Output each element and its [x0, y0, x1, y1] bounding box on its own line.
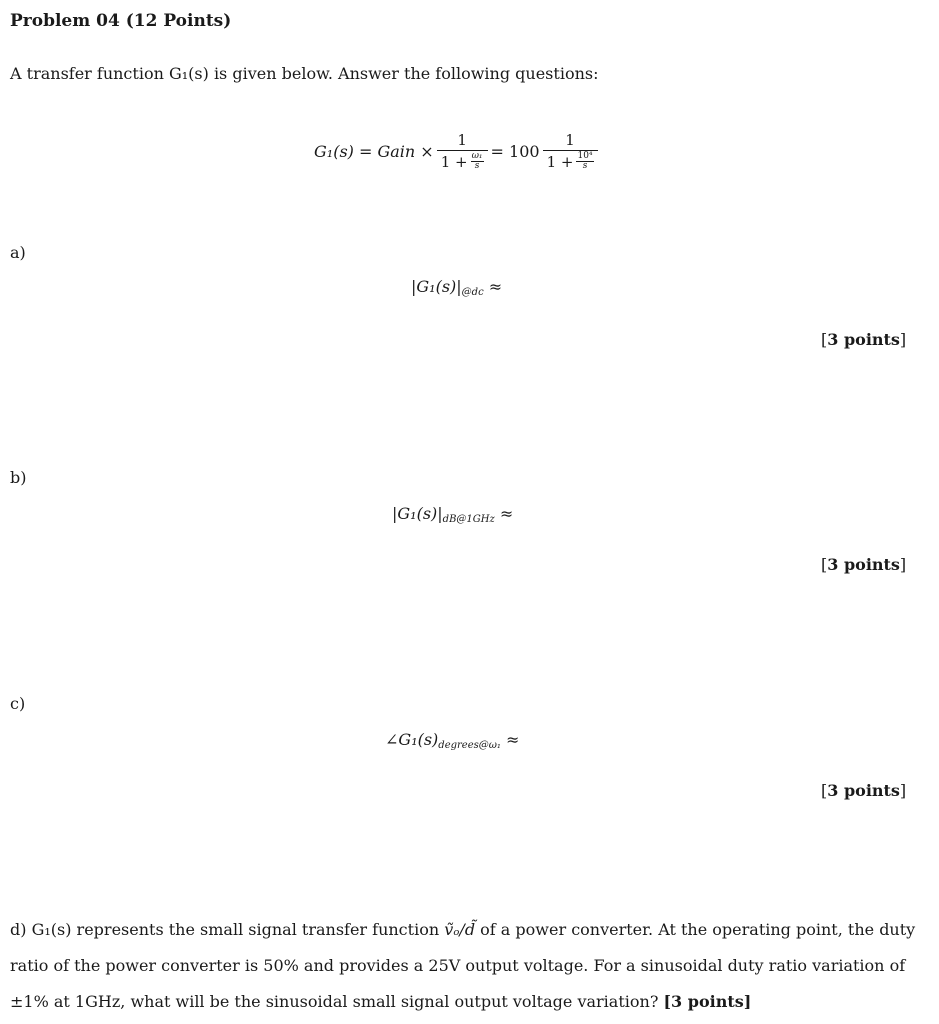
- formula-lhs: G₁(s) = Gain ×: [314, 141, 434, 161]
- part-d-text-1: G₁(s) represents the small signal transfer function: [31, 920, 440, 939]
- fraction-2-denominator-prefix: 1 +: [546, 152, 574, 171]
- inner-1-denominator: s: [474, 161, 480, 171]
- part-b-expression: [392, 504, 513, 525]
- inner-1-numerator: ω₁: [471, 151, 483, 161]
- problem-title: Problem 04 (12 Points): [10, 11, 232, 31]
- part-b-label: b): [10, 468, 27, 487]
- part-a-points: [3 points]: [821, 330, 907, 349]
- part-a-approx: ≈: [488, 277, 503, 296]
- part-d-paragraph: [10, 912, 920, 1020]
- part-a-points-text: 3 points: [827, 330, 900, 349]
- part-c-expression: [385, 730, 519, 751]
- part-b-points-text: 3 points: [827, 555, 900, 574]
- part-a-expression-subscript: @dc: [461, 287, 484, 298]
- inner-2-denominator: s: [582, 161, 588, 171]
- part-c-points: [3 points]: [821, 781, 907, 800]
- part-b-expression-subscript: dB@1GHz: [442, 514, 495, 525]
- fraction-1-numerator: 1: [457, 131, 467, 149]
- formula-fraction-1: [437, 131, 488, 171]
- fraction-2-numerator: 1: [565, 131, 575, 149]
- part-b-expression-main: |G₁(s)|: [392, 504, 443, 523]
- part-d-label: d): [10, 920, 27, 939]
- part-a-label: a): [10, 243, 26, 262]
- part-b-points: [3 points]: [821, 555, 907, 574]
- part-d-ratio: ṽₒ/d̃: [444, 920, 476, 939]
- problem-intro: A transfer function G₁(s) is given below. Answer the following questions:: [10, 64, 599, 83]
- fraction-2-denominator: [543, 150, 598, 171]
- part-c-expression-subscript: degrees@ω₁: [438, 740, 501, 751]
- fraction-2-inner-fraction: [576, 152, 593, 171]
- part-c-expression-main: ∠G₁(s): [385, 730, 439, 749]
- formula-equals: = 100: [490, 141, 540, 161]
- part-b-approx: ≈: [499, 504, 514, 523]
- part-a-expression: [411, 277, 502, 298]
- part-a-expression-main: |G₁(s)|: [411, 277, 462, 296]
- part-d-points: [3 points]: [663, 992, 752, 1011]
- inner-2-numerator: 10⁴: [577, 151, 593, 161]
- part-c-approx: ≈: [506, 730, 520, 749]
- fraction-1-denominator-prefix: 1 +: [440, 152, 468, 171]
- part-c-points-text: 3 points: [827, 781, 900, 800]
- part-c-label: c): [10, 694, 26, 713]
- formula-fraction-2: [543, 131, 598, 171]
- fraction-1-inner-fraction: [471, 152, 484, 171]
- fraction-1-denominator: [437, 150, 488, 171]
- part-d-text-2: of a power converter. At the operating point, the duty ratio of the power converter is 50% and provides a 25V output voltage. For a sinusoidal duty ratio variation of ±1% at 1GHz, what will be the sinusoidal small signal output voltage variation?: [10, 920, 916, 1011]
- transfer-function-formula: [314, 124, 601, 178]
